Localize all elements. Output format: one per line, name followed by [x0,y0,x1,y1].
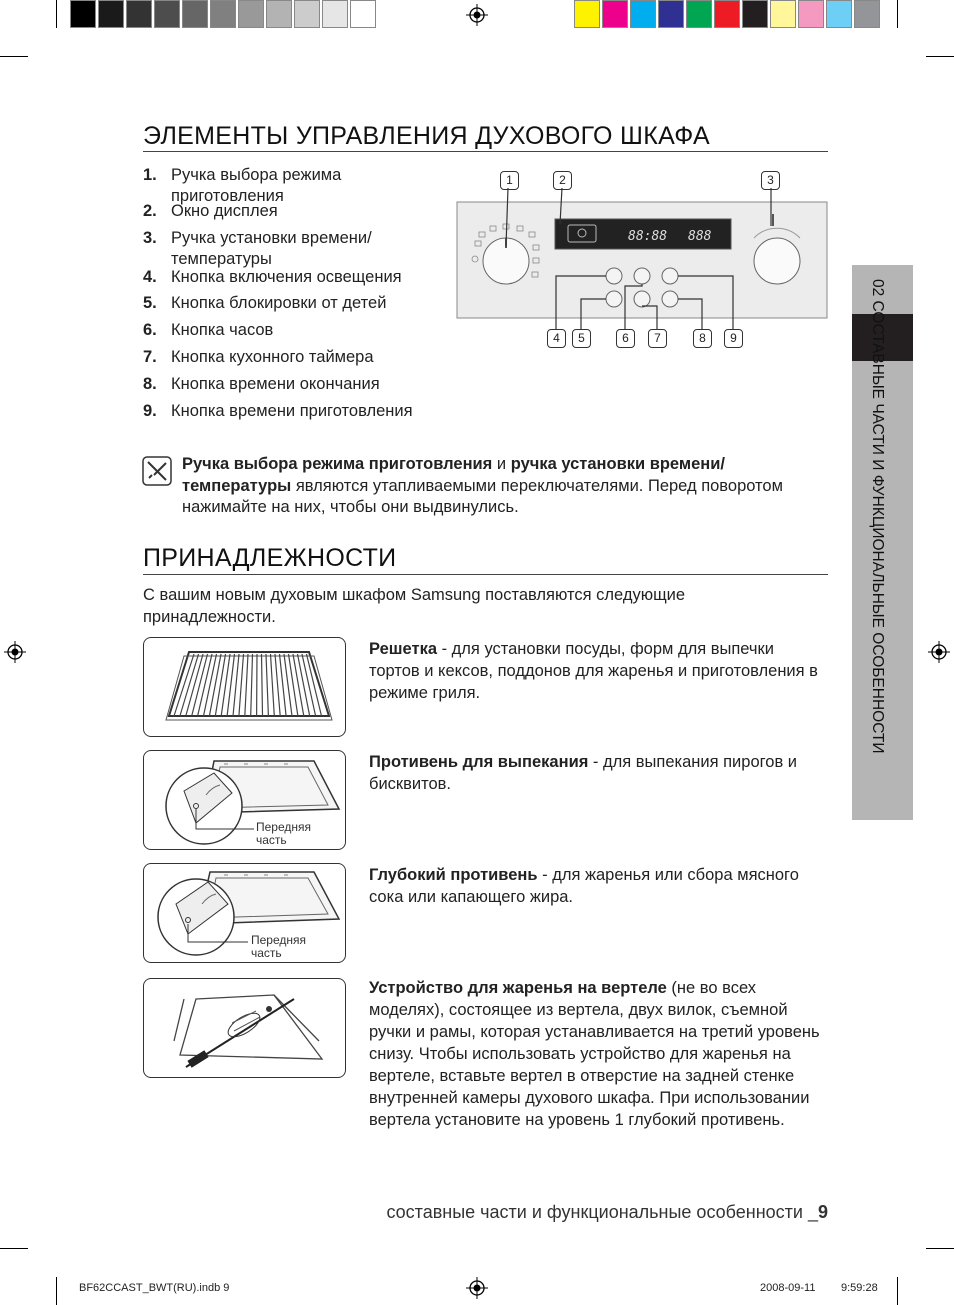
rack-bar [209,654,221,716]
rack-bar [275,654,280,716]
title-rule [143,574,828,575]
color-swatch [658,0,684,28]
chapter-side-text [867,280,887,810]
note-bold-1: Ручка выбора режима приготовления [182,455,493,473]
accessory-rotisserie-desc: (не во всех моделях), состоящее из вертела, двух вилок, съемной ручки и рамы, которая устанавливается на третий уровень снизу. Чтобы использовать устройство для жаренья на вертеле, вставьте вертел в отверстие на задней стенке внутренней камеры духового шкафа. При использовании вертела установите на уровень 1 глубокий противень. [369,979,820,1129]
gray-swatch [322,0,348,28]
rack-bar [266,654,268,716]
note-rest: являются утапливаемыми переключателями. Перед поворотом нажимайте на них, чтобы они выдвинулись. [182,476,783,516]
list-item-number: 3. [143,229,157,247]
color-swatch [826,0,852,28]
list-item-number: 9. [143,402,157,420]
callout-9: 9 [724,329,743,348]
crop-mark [56,0,57,28]
note-text [182,454,832,519]
callout-7: 7 [648,329,667,348]
gray-swatch [238,0,264,28]
gray-swatch [154,0,180,28]
color-swatch [742,0,768,28]
accessory-rack-name: Решетка [369,640,437,658]
rotisserie-image [143,978,346,1078]
list-item-label: Кнопка кухонного таймера [171,348,374,366]
color-swatch [714,0,740,28]
section-title-controls: ЭЛЕМЕНТЫ УПРАВЛЕНИЯ ДУХОВОГО ШКАФА [143,122,710,150]
gray-swatch [350,0,376,28]
baking-tray-caption: Передняя часть [256,820,312,847]
color-swatch [854,0,880,28]
deep-tray-caption: Передняя часть [251,933,307,960]
list-item-label: Кнопка времени окончания [171,375,380,393]
accessory-rotisserie-text [369,977,829,1131]
accessory-deep-tray-text [369,864,829,908]
callout-8: 8 [693,329,712,348]
callout-3: 3 [761,171,780,190]
page-number: 9 [817,1202,828,1222]
gray-swatch [182,0,208,28]
list-item-label: Кнопка включения освещения [171,268,402,286]
color-swatch [770,0,796,28]
rack-bar [239,654,244,716]
registration-mark-icon [466,4,488,26]
crop-mark [0,1248,28,1249]
rack-bar [271,654,275,716]
callout-2: 2 [553,171,572,190]
list-item-number: 6. [143,321,157,339]
list-item-label: Кнопка времени приготовления [171,402,413,420]
gray-swatch [210,0,236,28]
page-footer [386,1202,828,1223]
list-item-number: 7. [143,348,157,366]
rack-bar [215,654,225,716]
list-item-number: 2. [143,202,157,220]
rack-bar [174,654,194,716]
gray-swatch [70,0,96,28]
slug-time: 9:59:28 [841,1282,878,1294]
crop-mark [897,0,898,28]
accessory-deep-tray-desc: - для жаренья или сбора мясного сока или капающего жира. [369,866,799,906]
registration-mark-icon [4,641,26,663]
crop-mark [926,1248,954,1249]
list-item-number: 5. [143,294,157,312]
list-item-label: Ручка установки времени/ температуры [171,229,372,268]
gray-swatch [294,0,320,28]
rack-bar [293,654,304,716]
note-mid: и [492,455,511,473]
list-item-label: Окно дисплея [171,202,278,220]
gray-swatch [98,0,124,28]
list-item-label: Кнопка блокировки от детей [171,294,387,312]
list-item-number: 4. [143,268,157,286]
accessories-intro: С вашим новым духовым шкафом Samsung поставляются следующие принадлежности. [143,586,686,626]
accessory-baking-tray-desc: - для выпекания пирогов и бисквитов. [369,753,798,793]
callout-5: 5 [572,329,591,348]
crop-mark [897,1277,898,1305]
gray-swatch [126,0,152,28]
callout-1: 1 [500,171,519,190]
footer-text: составные части и функциональные особенности _ [386,1202,818,1222]
callout-6: 6 [616,329,635,348]
registration-mark-icon [928,641,950,663]
list-item-label: Кнопка часов [171,321,274,339]
accessory-rack-desc: - для установки посуды, форм для выпечки тортов и кексов, поддонов для жаренья и приготовления в режиме гриля. [369,640,818,702]
accessory-rotisserie-name: Устройство для жаренья на вертеле [369,979,667,997]
rack-bar [245,654,248,716]
crop-mark [0,56,28,57]
rack-bar [251,654,253,716]
accessory-deep-tray-name: Глубокий противень [369,866,538,884]
color-swatch [686,0,712,28]
section-title-accessories: ПРИНАДЛЕЖНОСТИ [143,544,397,572]
note-bold-2: ручка установки времени/ температуры [182,455,725,495]
color-swatch [798,0,824,28]
slug-date: 2008-09-11 [760,1282,816,1294]
color-swatch [602,0,628,28]
accessory-rack-text [369,638,829,704]
crop-mark [56,1277,57,1305]
accessory-baking-tray-name: Противень для выпекания [369,753,589,771]
rack-bar [289,654,298,716]
rack-bar [262,654,263,716]
accessory-baking-tray-text [369,751,829,795]
list-item-number: 8. [143,375,157,393]
control-panel-diagram [455,166,830,351]
callout-4: 4 [547,329,566,348]
note-icon [142,456,172,486]
display-time-text: 88:88 [628,229,668,244]
list-item-number: 1. [143,166,157,184]
registration-mark-icon [466,1277,488,1299]
gray-swatch [266,0,292,28]
crop-mark [926,56,954,57]
title-rule [143,151,828,152]
color-swatch [630,0,656,28]
chapter-side-label: 02 СОСТАВНЫЕ ЧАСТИ И ФУНКЦИОНАЛЬНЫЕ ОСОБЕННОСТИ [869,279,886,754]
color-swatch [574,0,600,28]
rack-image [143,637,346,737]
list-item-label: Ручка выбора режима приготовления [171,166,342,205]
rack-bar [180,654,199,716]
slug-filename: BF62CCAST_BWT(RU).indb 9 [79,1282,230,1294]
display-temp-text: 888 [688,229,712,244]
